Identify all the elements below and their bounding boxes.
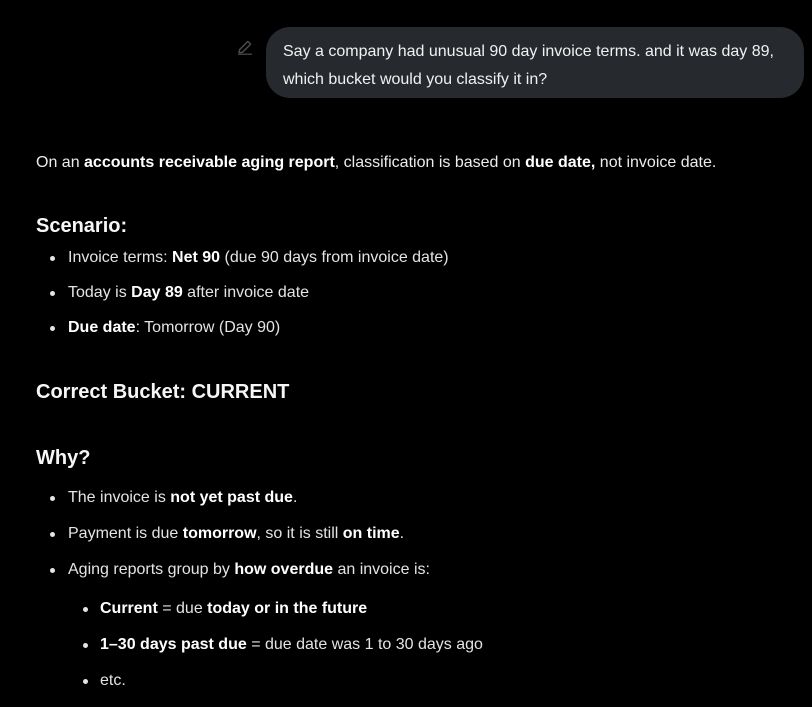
- edit-pencil-icon[interactable]: [236, 38, 254, 56]
- list-item: Payment is due tomorrow, so it is still on time.: [36, 522, 806, 546]
- bucket-definitions-list: [36, 597, 806, 693]
- user-message-line-2: which bucket would you classify it in?: [283, 71, 548, 88]
- list-item: Invoice terms: Net 90 (due 90 days from invoice date): [36, 246, 806, 270]
- list-item: Due date: Tomorrow (Day 90): [36, 316, 806, 340]
- correct-bucket-heading: Correct Bucket: CURRENT: [36, 381, 290, 403]
- list-item: 1–30 days past due = due date was 1 to 30 days ago: [36, 633, 806, 657]
- why-list: [36, 486, 806, 582]
- intro-bold-1: accounts receivable aging report: [84, 154, 335, 171]
- list-item: Aging reports group by how overdue an invoice is:: [36, 558, 806, 582]
- intro-text-3: not invoice date.: [595, 154, 717, 171]
- scenario-heading: Scenario:: [36, 215, 128, 237]
- why-heading: Why?: [36, 447, 91, 469]
- scenario-list: [36, 246, 806, 340]
- list-item: Today is Day 89 after invoice date: [36, 281, 806, 305]
- list-item: Current = due today or in the future: [36, 597, 806, 621]
- list-item: etc.: [36, 669, 806, 693]
- user-message-line-1: Say a company had unusual 90 day invoice terms. and it was day 89,: [283, 43, 774, 60]
- user-message-bubble: [266, 27, 804, 98]
- intro-bold-2: due date,: [525, 154, 596, 171]
- assistant-response: [36, 150, 806, 693]
- intro-text-1: On an: [36, 154, 85, 171]
- list-item: The invoice is not yet past due.: [36, 486, 806, 510]
- intro-paragraph: [36, 150, 806, 176]
- intro-text-2: , classification is based on: [334, 154, 526, 171]
